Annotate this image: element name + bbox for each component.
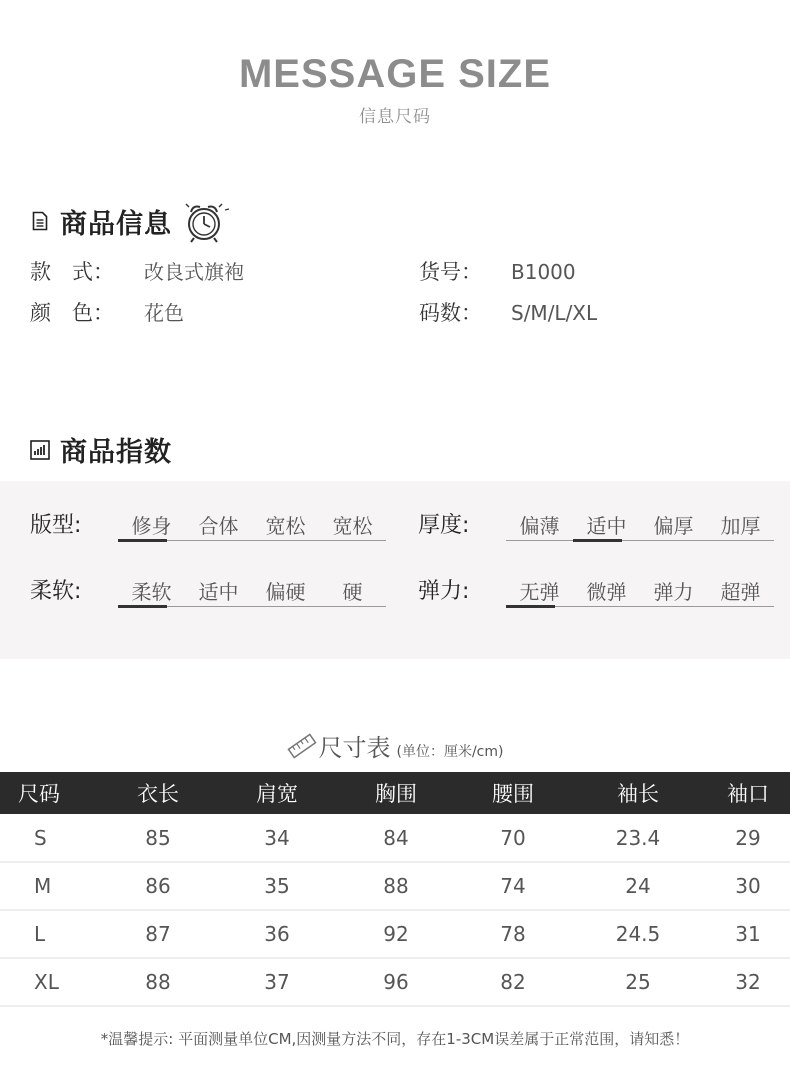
index-option: 偏厚 (653, 514, 694, 538)
index-label: 厚度: (418, 513, 470, 538)
table-cell: 29 (706, 814, 790, 862)
info-key: 货号： (419, 260, 482, 284)
table-cell: 87 (98, 910, 218, 958)
index-scale (118, 511, 386, 541)
table-cell: 88 (336, 862, 456, 910)
index-scale (506, 511, 774, 541)
table-cell: 92 (336, 910, 456, 958)
table-cell: 36 (218, 910, 336, 958)
index-option: 合体 (198, 514, 239, 538)
info-row-item-number (419, 256, 576, 286)
index-option-selected: 修身 (118, 512, 185, 540)
ruler-icon (287, 733, 317, 759)
index-option: 宽松 (332, 514, 373, 538)
size-table-unit: (单位：厘米/cm) (396, 744, 504, 760)
product-info-title: 商品信息 (60, 208, 172, 240)
table-cell: 32 (706, 958, 790, 1006)
bar-chart-icon (30, 439, 50, 461)
info-key: 码数： (419, 301, 482, 325)
table-row (0, 814, 790, 862)
column-header: 胸围 (336, 772, 456, 814)
index-option: 适中 (198, 580, 239, 604)
table-row (0, 862, 790, 910)
table-row (0, 910, 790, 958)
column-header: 尺码 (0, 772, 98, 814)
index-label: 版型: (30, 513, 82, 538)
table-cell: L (0, 910, 98, 958)
page-title: MESSAGE SIZE (238, 52, 552, 96)
measurement-note: *温馨提示: 平面测量单位CM,因测量方法不同，存在1-3CM误差属于正常范围，请知悉！ (100, 1030, 690, 1048)
info-value: 改良式旗袍 (144, 260, 244, 284)
index-label: 弹力: (418, 579, 470, 604)
size-table (0, 772, 790, 1007)
info-value: B1000 (511, 260, 576, 284)
index-softness (30, 577, 386, 607)
info-value: S/M/L/XL (511, 301, 598, 325)
column-header: 腰围 (456, 772, 570, 814)
column-header: 袖长 (570, 772, 706, 814)
index-scale (118, 577, 386, 607)
table-cell: 70 (456, 814, 570, 862)
table-cell: 82 (456, 958, 570, 1006)
info-key: 款 式： (30, 260, 114, 284)
info-row-sizes (419, 297, 597, 327)
index-scale (506, 577, 774, 607)
table-cell: 74 (456, 862, 570, 910)
index-fit (30, 511, 386, 541)
table-header-row (0, 772, 790, 814)
index-option: 硬 (342, 580, 363, 604)
table-cell: 78 (456, 910, 570, 958)
column-header: 衣长 (98, 772, 218, 814)
index-option: 微弹 (586, 580, 627, 604)
table-cell: 24 (570, 862, 706, 910)
table-cell: S (0, 814, 98, 862)
info-row-style (30, 256, 244, 286)
product-index-heading (30, 430, 172, 469)
table-cell: 35 (218, 862, 336, 910)
info-row-color (30, 297, 184, 327)
index-option: 弹力 (653, 580, 694, 604)
table-cell: 25 (570, 958, 706, 1006)
table-cell: 86 (98, 862, 218, 910)
table-cell: 85 (98, 814, 218, 862)
alarm-clock-icon (180, 198, 238, 244)
index-option-selected: 适中 (573, 512, 640, 540)
table-cell: 88 (98, 958, 218, 1006)
table-cell: 30 (706, 862, 790, 910)
info-key: 颜 色： (30, 301, 114, 325)
index-elasticity (418, 577, 774, 607)
index-label: 柔软: (30, 579, 82, 604)
index-option: 偏薄 (519, 514, 560, 538)
table-cell: 37 (218, 958, 336, 1006)
index-option: 偏硬 (265, 580, 306, 604)
table-cell: M (0, 862, 98, 910)
size-table-title: 尺寸表 (318, 734, 391, 762)
column-header: 肩宽 (218, 772, 336, 814)
size-table-heading (0, 728, 790, 763)
page-subtitle: 信息尺码 (359, 107, 431, 127)
table-cell: 84 (336, 814, 456, 862)
product-index-title: 商品指数 (60, 437, 172, 468)
index-option: 宽松 (265, 514, 306, 538)
index-option: 超弹 (720, 580, 761, 604)
index-option-selected: 无弹 (506, 578, 573, 606)
index-option-selected: 柔软 (118, 578, 185, 606)
document-icon (30, 210, 50, 232)
table-cell: 96 (336, 958, 456, 1006)
table-cell: 23.4 (570, 814, 706, 862)
column-header: 袖口 (706, 772, 790, 814)
table-cell: 31 (706, 910, 790, 958)
table-cell: XL (0, 958, 98, 1006)
index-thickness (418, 511, 774, 541)
table-cell: 34 (218, 814, 336, 862)
info-value: 花色 (144, 301, 184, 325)
table-row (0, 958, 790, 1006)
index-panel (0, 481, 790, 659)
table-cell: 24.5 (570, 910, 706, 958)
product-info-heading (30, 198, 238, 244)
index-option: 加厚 (720, 514, 761, 538)
